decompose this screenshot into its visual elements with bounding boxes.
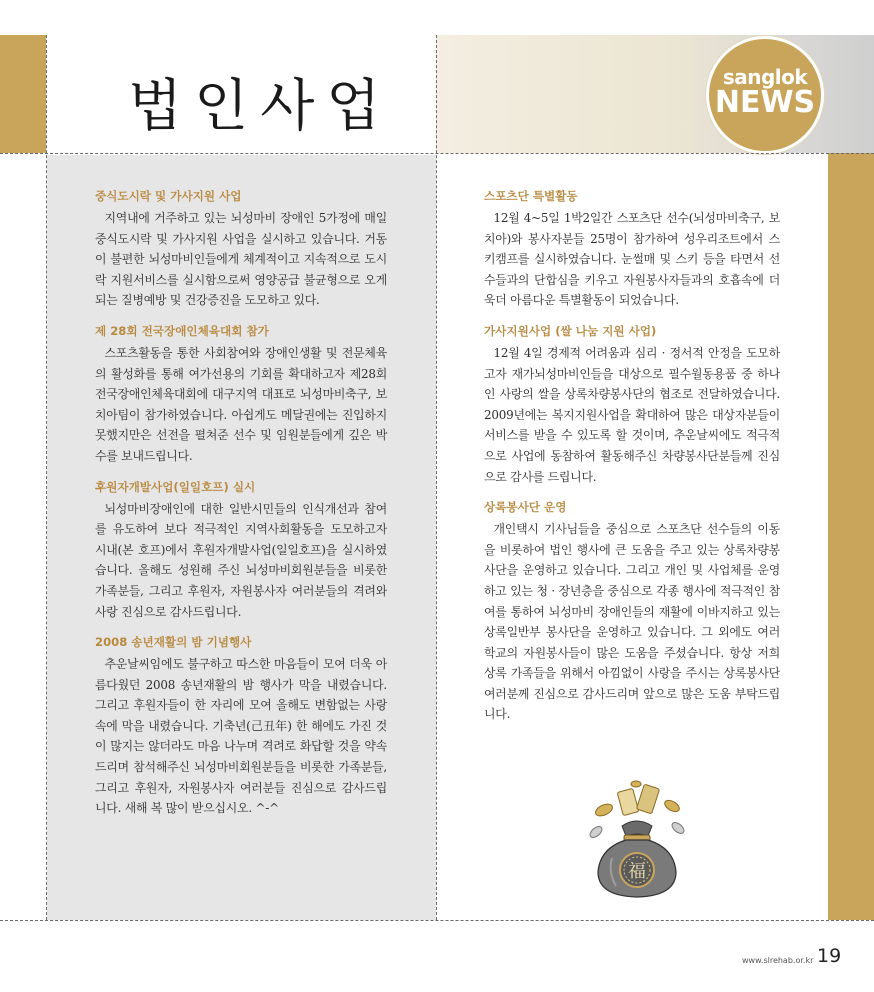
sanglok-news-badge [706,36,824,154]
article-year-end-night [95,634,387,819]
article-volunteer-group [484,499,780,725]
badge-line2: NEWS [714,85,816,120]
article-heading: 가사지원사업 (쌀 나눔 지원 사업) [484,323,657,338]
article-body: 12월 4일 경제적 어려움과 심리 · 정서적 안정을 도모하고자 재가뇌성마비인들을 대상으로 필수월동용품 중 하나인 사랑의 쌀을 상록차량봉사단의 협조로 전달하였습니다. 2009년에는 복지지원사업을 확대하여 많은 대상자분들이 서비스를 받을 수 있도록 할 것이며, 추운날씨에도 적극적으로 사업에 동참하여 활동해주신 차량봉사단분들께 진심으로 감사를 드립니다. [484,345,780,484]
article-heading: 스포츠단 특별활동 [484,189,578,203]
article-body: 12월 4~5일 1박2일간 스포츠단 선수(뇌성마비축구, 보치아)와 봉사자분들 25명이 참가하여 성우리조트에서 스키캠프를 실시하였습니다. 눈썰매 및 스키 등을 타면서 선수들과의 단합심을 키우고 자원봉사자들과의 호흡속에 더욱더 아름다운 특별활동이 되었습니다. [484,211,780,308]
right-column [484,188,780,737]
article-body: 뇌성마비장애인에 대한 일반시민들의 인식개선과 참여를 유도하여 보다 적극적인 지역사회활동을 도모하고자 시내(본 호프)에서 후원자개발사업(일일호프)을 실시하였습니다. 올해도 성원해 주신 뇌성마비회원분들을 비롯한 가족분들, 그리고 후원자, 자원봉사자 여러분들의 격려와 사랑 진심으로 감사드립니다. [95,501,387,619]
page-title: 법인사업 [128,74,393,139]
badge-line1: sanglok [722,65,808,89]
divider-left-edge [46,35,47,920]
divider-center [436,35,437,920]
article-heading: 후원자개발사업(일일호프) 실시 [95,479,256,494]
article-lunchbox [95,188,387,311]
article-heading: 제 28회 전국장애인체육대회 참가 [95,323,269,338]
article-body: 지역내에 거주하고 있는 뇌성마비 장애인 5가정에 매일 중식도시락 및 가사지원 사업을 실시하고 있습니다. 거동이 불편한 뇌성마비인들에게 체계적이고 지속적으로 도시락 지원서비스를 실시함으로써 영양공급 불균형으로 오게 되는 질병예방 및 건강증진을 도모하고 있다. [95,211,387,308]
article-body: 개인택시 기사님들을 중심으로 스포츠단 선수들의 이동을 비롯하여 법인 행사에 큰 도움을 주고 있는 상록차량봉사단을 운영하고 있습니다. 그리고 개인 및 사업체를 운영하고 있는 청 · 장년층을 중심으로 각종 행사에 적극적인 참여를 통하여 뇌성마비 장애인들의 재활에 이바지하고 있는 상록일반부 봉사단을 운영하고 있습니다. 그 외에도 여러 학교의 자원봉사들이 많은 도움을 주셨습니다. 항상 저희 상록 가족들을 위해서 아낌없이 사랑을 주시는 상록봉사단 여러분께 진심으로 감사드리며 앞으로 많은 도움 부탁드립니다. [484,522,780,722]
article-rice-sharing [484,323,780,487]
article-heading: 상록봉사단 운영 [484,500,567,515]
article-sports-festival [95,323,387,467]
article-sponsor-hof [95,479,387,623]
article-body: 스포츠활동을 통한 사회참여와 장애인생활 및 전문체육의 활성화를 통해 여가선용의 기회를 확대하고자 제28회 전국장애인체육대회에 대구지역 대표로 뇌성마비축구, 보치아팀이 참가하였습니다. 아쉽게도 메달권에는 진입하지 못했지만은 선전을 펼쳐준 선수 및 임원분들에게 깊은 박수를 보내드립니다. [95,345,387,463]
lucky-bag-icon [582,780,692,900]
article-ski-camp [484,188,780,311]
divider-top [0,153,874,154]
page-number: 19 [817,945,842,967]
article-heading: 2008 송년재활의 밤 기념행사 [95,635,252,650]
gold-accent-bar-left [0,35,46,153]
article-heading: 중식도시락 및 가사지원 사업 [95,189,242,203]
footer-website: www.slrehab.or.kr [742,956,814,965]
article-body: 추운날씨임에도 불구하고 따스한 마음들이 모여 더욱 아름다웠던 2008 송년재활의 밤 행사가 막을 내렸습니다. 그리고 후원자들이 한 자리에 모여 올해도 변함없는 사랑속에 막을 내렸습니다. 기축년(己丑年) 한 해에도 가진 것이 많지는 않더라도 마음 나누며 격려로 화답할 것을 약속드리며 참석해주신 뇌성마비회원분들을 비롯한 가족분들, 그리고 후원자, 자원봉사자 여러분들 진심으로 감사드립니다. 새해 복 많이 받으십시오. ^-^ [95,657,387,816]
fortune-glyph: 福 [628,861,646,882]
gold-accent-bar-right [828,153,874,920]
left-column [95,188,387,831]
divider-bottom [0,920,874,921]
